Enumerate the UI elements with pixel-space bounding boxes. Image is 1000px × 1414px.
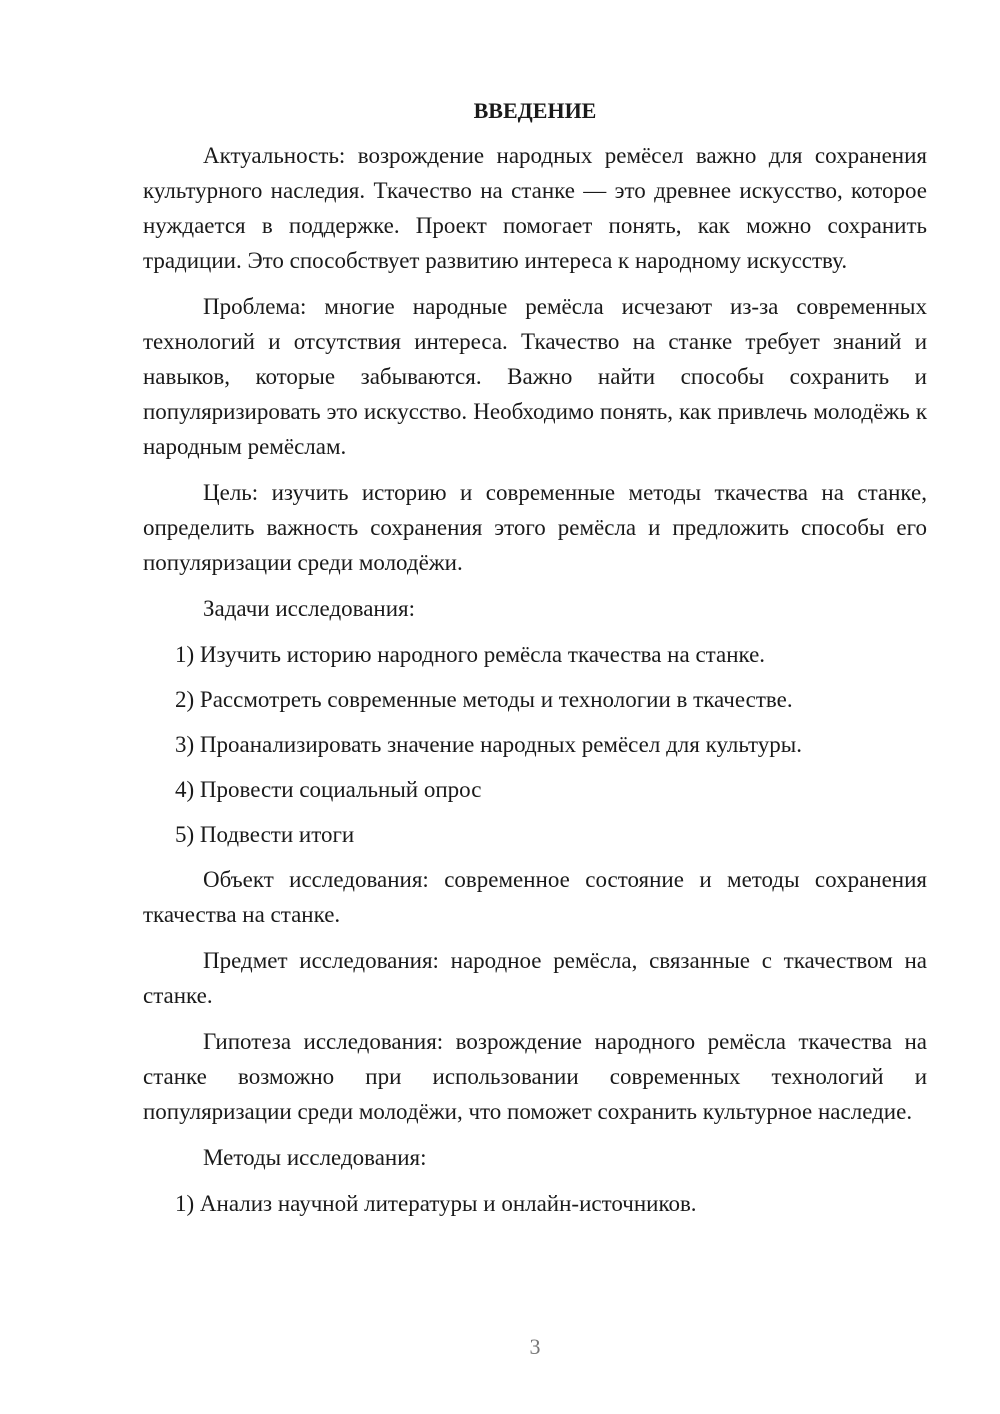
- goal-paragraph: Цель: изучить историю и современные методы ткачества на станке, определить важность сохранения этого ремёсла и предложить способы его популяризации среди молодёжи.: [143, 480, 927, 575]
- task-item: 3) Проанализировать значение народных ремёсел для культуры.: [175, 732, 802, 757]
- tasks-list: [143, 637, 927, 852]
- hypothesis-paragraph: Гипотеза исследования: возрождение народного ремёсла ткачества на станке возможно при использовании современных технологий и популяризации среди молодёжи, что поможет сохранить культурное наследие.: [143, 1029, 927, 1124]
- page-number: 3: [529, 1334, 541, 1359]
- task-item: 2) Рассмотреть современные методы и технологии в ткачестве.: [175, 687, 793, 712]
- subject-paragraph: Предмет исследования: народное ремёсла, связанные с ткачеством на станке.: [143, 948, 927, 1008]
- page-content: [143, 96, 927, 1231]
- relevance-paragraph: Актуальность: возрождение народных ремёсел важно для сохранения культурного наследия. Ткачество на станке — это древнее искусство, которое нуждается в поддержке. Проект помогает понять, как можно сохранить традиции. Это способствует развитию интереса к народному искусству.: [143, 143, 927, 273]
- task-item: 4) Провести социальный опрос: [175, 777, 482, 802]
- methods-list: [143, 1186, 927, 1221]
- tasks-title: Задачи исследования:: [203, 596, 416, 621]
- problem-paragraph: Проблема: многие народные ремёсла исчезают из-за современных технологий и отсутствия интереса. Ткачество на станке требует знаний и навыков, которые забываются. Важно найти способы сохранить и популяризировать это искусство. Необходимо понять, как привлечь молодёжь к народным ремёслам.: [143, 294, 927, 459]
- task-item: 1) Изучить историю народного ремёсла ткачества на станке.: [175, 642, 766, 667]
- method-item: 1) Анализ научной литературы и онлайн-источников.: [175, 1191, 697, 1216]
- section-heading: ВВЕДЕНИЕ: [473, 98, 597, 123]
- object-paragraph: Объект исследования: современное состояние и методы сохранения ткачества на станке.: [143, 867, 927, 927]
- methods-title: Методы исследования:: [203, 1145, 427, 1170]
- task-item: 5) Подвести итоги: [175, 822, 355, 847]
